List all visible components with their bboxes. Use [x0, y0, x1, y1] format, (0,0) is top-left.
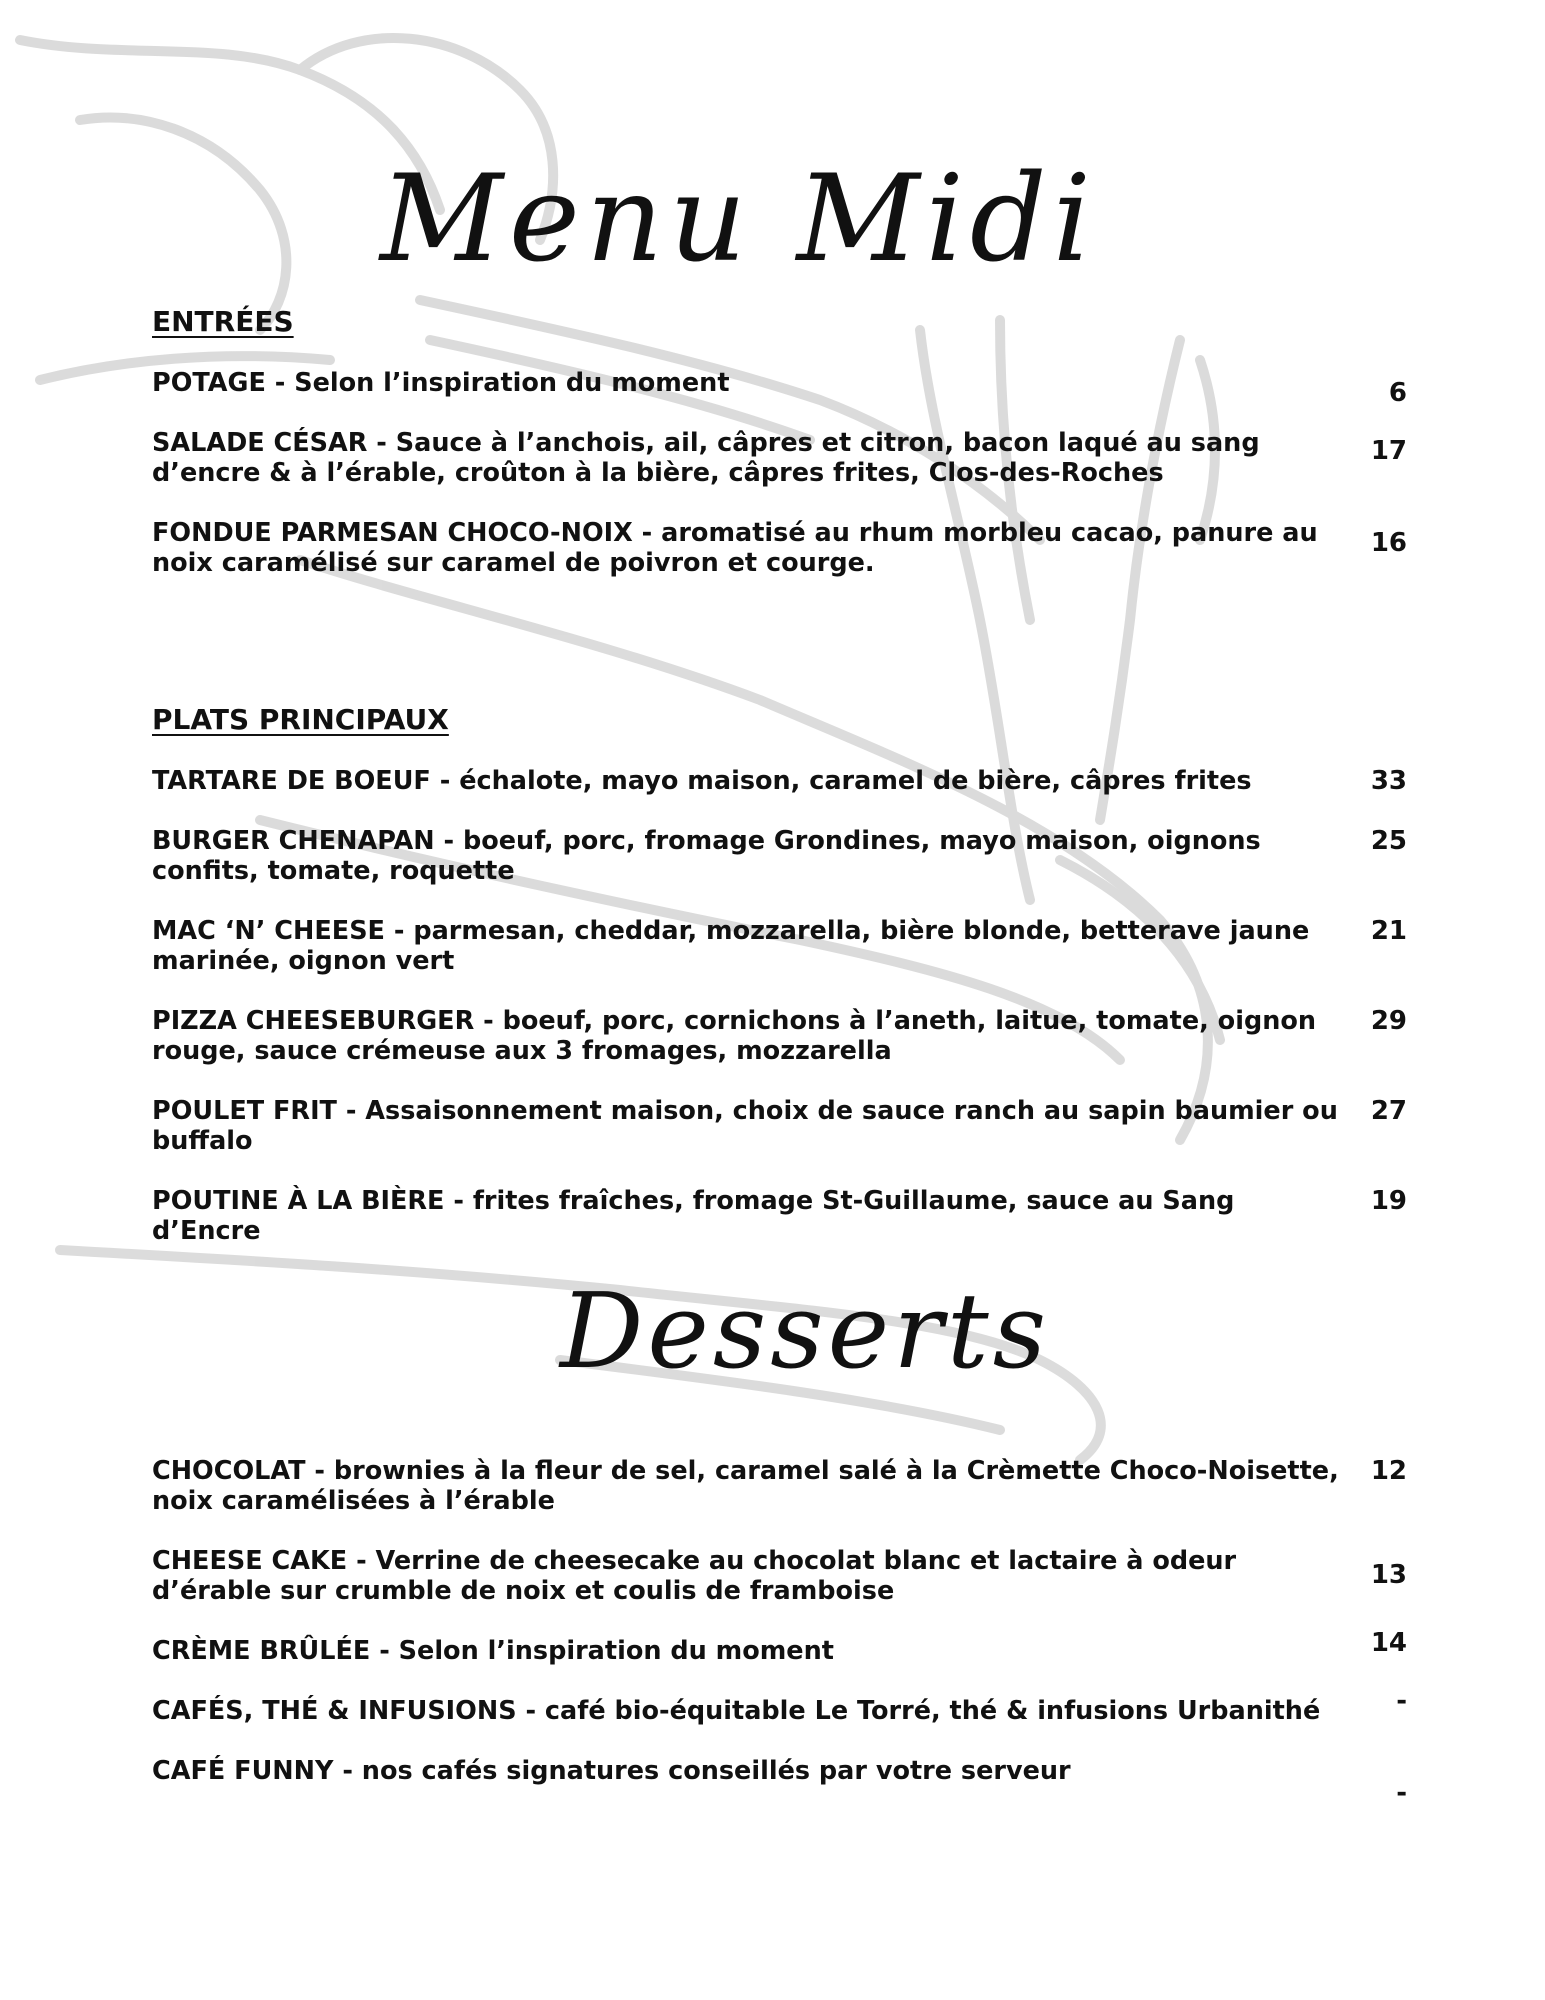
menu-item-text: boeuf, porc, fromage Grondines, mayo maison, oignons confits, tomate, roquette [152, 826, 1261, 886]
menu-item-separator: - [336, 1096, 366, 1126]
menu-item-text: aromatisé au rhum morbleu cacao, panure au noix caramélisé sur caramel de poivron et courge. [152, 518, 1318, 578]
menu-item-price: 16 [1370, 528, 1407, 558]
menu-item-description [152, 428, 1347, 488]
menu-item [152, 1006, 1407, 1066]
menu-item-price: 33 [1370, 766, 1407, 796]
menu-item [152, 1096, 1407, 1156]
menu-item-separator: - [516, 1696, 545, 1726]
menu-item-name: POULET FRIT [152, 1096, 337, 1126]
menu-item [152, 368, 1407, 408]
menu-item [152, 1628, 1407, 1666]
menu-item-separator: - [370, 1636, 399, 1666]
menu-item [152, 428, 1407, 488]
menu-item-name: CHOCOLAT [152, 1456, 306, 1486]
menu-item-text: Assaisonnement maison, choix de sauce ranch au sapin baumier ou buffalo [152, 1096, 1338, 1156]
menu-item [152, 1546, 1407, 1606]
menu-item-price: 21 [1370, 916, 1407, 946]
menu-item-price: 19 [1370, 1186, 1407, 1216]
menu-item-separator: - [333, 1756, 362, 1786]
menu-item-name: BURGER CHENAPAN [152, 826, 435, 856]
menu-item-description [152, 518, 1347, 578]
menu-item-description [152, 766, 1347, 796]
menu-title: Menu Midi [380, 150, 1098, 289]
menu-item-separator: - [430, 766, 460, 796]
menu-item-separator: - [632, 518, 662, 548]
menu-item-price: 27 [1370, 1096, 1407, 1126]
menu-item [152, 916, 1407, 976]
menu-item-text: Selon l’inspiration du moment [294, 368, 730, 398]
menu-item-price: 6 [1388, 378, 1407, 408]
menu-item-name: CAFÉ FUNNY [152, 1756, 334, 1786]
menu-item-name: CRÈME BRÛLÉE [152, 1636, 371, 1666]
menu-item [152, 1686, 1407, 1726]
menu-item-price: 29 [1370, 1006, 1407, 1036]
menu-item-name: POTAGE [152, 368, 266, 398]
menu-item-description [152, 1006, 1347, 1066]
menu-item [152, 1756, 1407, 1808]
menu-item [152, 518, 1407, 578]
menu-item-price: 25 [1370, 826, 1407, 856]
menu-item-name: FONDUE PARMESAN CHOCO-NOIX [152, 518, 633, 548]
menu-item-price: 12 [1370, 1456, 1407, 1486]
menu-item-text: échalote, mayo maison, caramel de bière, câpres frites [459, 766, 1252, 796]
menu-item-text: boeuf, porc, cornichons à l’aneth, laitue, tomate, oignon rouge, sauce crémeuse aux 3 fromages, mozzarella [152, 1006, 1317, 1066]
menu-item-separator: - [347, 1546, 376, 1576]
section-title-plats: PLATS PRINCIPAUX [152, 703, 449, 736]
menu-item-text: parmesan, cheddar, mozzarella, bière blonde, betterave jaune marinée, oignon vert [152, 916, 1310, 976]
menu-item-text: frites fraîches, fromage St-Guillaume, sauce au Sang d’Encre [152, 1186, 1235, 1246]
menu-item-description [152, 1696, 1347, 1726]
menu-item-text: nos cafés signatures conseillés par votre serveur [361, 1756, 1071, 1786]
menu-item-text: brownies à la fleur de sel, caramel salé à la Crèmette Choco-Noisette, noix caramélisées à l’érable [152, 1456, 1339, 1516]
menu-item-separator: - [265, 368, 295, 398]
menu-item [152, 826, 1407, 886]
section-title-entrees: ENTRÉES [152, 305, 294, 338]
menu-item-name: MAC ‘N’ CHEESE [152, 916, 385, 946]
menu-item-text: Verrine de cheesecake au chocolat blanc et lactaire à odeur d’érable sur crumble de noix et coulis de framboise [152, 1546, 1237, 1606]
menu-item-text: Sauce à l’anchois, ail, câpres et citron, bacon laqué au sang d’encre & à l’érable, croûton à la bière, câpres frites, Clos-des-Roches [152, 428, 1260, 488]
menu-item-separator: - [367, 428, 396, 458]
menu-item-description [152, 1546, 1347, 1606]
menu-item-price: 17 [1370, 436, 1407, 466]
menu-item-name: POUTINE À LA BIÈRE [152, 1186, 445, 1216]
menu-item-description [152, 1096, 1347, 1156]
menu-item [152, 766, 1407, 796]
menu-item-price: 14 [1370, 1628, 1407, 1658]
menu-item-description [152, 368, 1347, 398]
menu-item-description [152, 1756, 1347, 1786]
menu-item-text: café bio-équitable Le Torré, thé & infusions Urbanithé [544, 1696, 1321, 1726]
menu-item-separator: - [305, 1456, 334, 1486]
menu-item-description [152, 1636, 1347, 1666]
menu-item-name: CHEESE CAKE [152, 1546, 348, 1576]
menu-item-text: Selon l’inspiration du moment [398, 1636, 834, 1666]
menu-item-description [152, 1456, 1347, 1516]
menu-item-price: - [1396, 1778, 1407, 1808]
menu-item-separator: - [474, 1006, 503, 1036]
menu-item-description [152, 1186, 1347, 1246]
menu-item-price: - [1396, 1686, 1407, 1716]
menu-item-name: SALADE CÉSAR [152, 428, 368, 458]
menu-item-name: CAFÉS, THÉ & INFUSIONS [152, 1696, 517, 1726]
menu-item-description [152, 826, 1347, 886]
menu-item-name: TARTARE DE BOEUF [152, 766, 431, 796]
menu-item-separator: - [384, 916, 414, 946]
desserts-title: Desserts [560, 1270, 1051, 1392]
menu-item-price: 13 [1370, 1560, 1407, 1590]
menu-item-name: PIZZA CHEESEBURGER [152, 1006, 475, 1036]
menu-item-separator: - [444, 1186, 473, 1216]
menu-item [152, 1456, 1407, 1516]
menu-item [152, 1186, 1407, 1246]
menu-item-separator: - [434, 826, 463, 856]
menu-item-description [152, 916, 1347, 976]
